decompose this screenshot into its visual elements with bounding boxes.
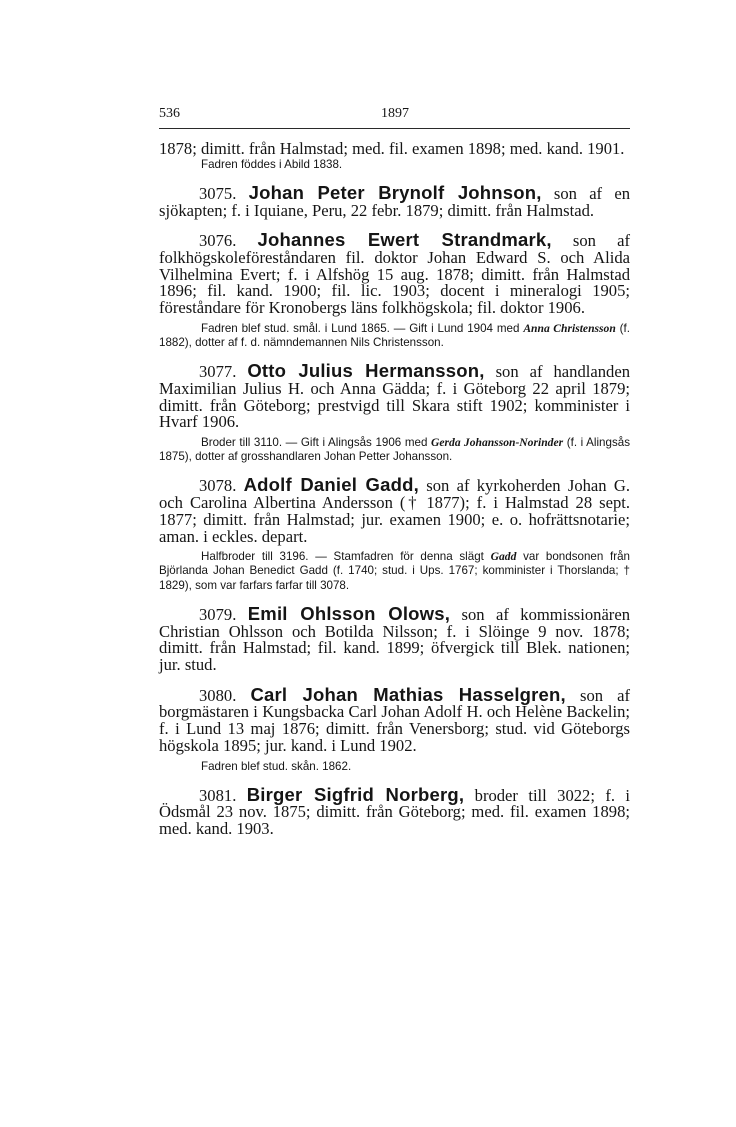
continuation-note: Fadren föddes i Abild 1838. — [201, 157, 343, 171]
entry-number: 3076. — [199, 231, 237, 251]
note-text: (f. 1882), dotter af f. d. nämndemannen Nils Christensson. — [159, 321, 630, 350]
note-text: (f. i Alingsås 1875), dotter af grosshandlaren Johan Petter Johansson. — [159, 436, 630, 464]
entry-paragraph — [159, 602, 630, 674]
entry-text: son af kommissionären Christian Ohlsson och Botilda Nilsson; f. i Slöinge 9 nov. 1878; dimitt. från Halmstad; fil. kand. 1899; öfvergick till Blek. nationen; jur. stud. — [159, 604, 630, 674]
header-year: 1897 — [381, 106, 409, 121]
entry-name: Emil Ohlsson Olows, — [247, 602, 451, 624]
entry-paragraph — [159, 229, 630, 318]
note-spouse-name: Anna Christensson — [523, 321, 616, 335]
entry-name: Otto Julius Hermansson, — [247, 360, 485, 382]
entry-3079 — [159, 602, 630, 674]
note-text: Halfbroder till 3196. — Stamfadren för denna slägt — [201, 550, 484, 564]
entry-text: son af en sjökapten; f. i Iquiane, Peru, 22 febr. 1879; dimitt. från Halmstad. — [159, 183, 630, 220]
entry-number: 3080. — [199, 685, 237, 705]
entry-paragraph — [159, 181, 630, 220]
continuation-paragraph: 1878; dimitt. från Halmstad; med. fil. examen 1898; med. kand. 1901. — [159, 139, 625, 158]
entry-name: Carl Johan Mathias Hasselgren, — [250, 683, 566, 705]
entry-3076 — [159, 229, 630, 350]
text-body — [159, 141, 630, 838]
entry-number: 3078. — [199, 476, 237, 496]
entry-paragraph — [159, 683, 631, 755]
entry-name: Adolf Daniel Gadd, — [243, 474, 419, 496]
entry-note — [159, 550, 630, 593]
entry-number: 3075. — [199, 183, 237, 203]
entry-text: son af folkhögskoleföreståndaren fil. doktor Johan Edward S. och Alida Vilhelmina Evert; f. i Alfshög 15 aug. 1878; dimitt. från Halmstad 1896; fil. kand. 1900; fil. lic. 1903; docent i mineralogi 1905; föreståndare för Kronobergs läns folkhögskola; fil. doktor 1906. — [159, 231, 630, 318]
note-text: Fadren blef stud. smål. i Lund 1865. — Gift i Lund 1904 med — [201, 321, 520, 335]
entry-3077 — [159, 360, 631, 464]
page-number: 536 — [159, 106, 180, 121]
entry-paragraph — [159, 360, 631, 432]
entry-paragraph — [159, 474, 630, 546]
entry-text: broder till 3022; f. i Ödsmål 23 nov. 1875; dimitt. från Göteborg; med. fil. examen 1898; med. kand. 1903. — [159, 785, 630, 839]
entry-paragraph — [159, 783, 630, 839]
note-family-name: Gadd — [490, 550, 517, 564]
entry-note — [159, 760, 630, 774]
entry-note — [159, 436, 630, 464]
note-text: Broder till 3110. — Gift i Alingsås 1906 med — [201, 436, 428, 450]
entry-name: Johannes Ewert Strandmark, — [257, 229, 552, 251]
entry-number: 3077. — [199, 362, 237, 382]
note-text: var bondsonen från Björlanda Johan Benedict Gadd (f. 1740; stud. i Ups. 1767; komminister i Thorslanda; † 1829), som var farfars farfar till 3078. — [159, 550, 630, 592]
note-spouse-name: Gerda Johansson-Norinder — [431, 436, 564, 450]
entry-note — [159, 322, 630, 350]
entry-number: 3081. — [199, 785, 237, 805]
entry-3081 — [159, 783, 630, 839]
entry-text: son af borgmästaren i Kungsbacka Carl Johan Adolf H. och Helène Backelin; f. i Lund 13 maj 1876; dimitt. från Venersborg; stud. vid Göteborgs högskola 1895; jur. kand. i Lund 1902. — [159, 685, 631, 755]
entry-text: son af handlanden Maximilian Julius H. och Anna Gädda; f. i Göteborg 22 april 1879; dimitt. från Göteborg; prestvigd till Skara stift 1902; komminister i Hvarf 1906. — [159, 362, 631, 432]
entry-3078 — [159, 474, 630, 592]
entry-name: Johan Peter Brynolf Johnson, — [248, 181, 542, 203]
entry-name: Birger Sigfrid Norberg, — [246, 783, 465, 805]
running-header — [159, 100, 630, 129]
entry-number: 3079. — [199, 604, 237, 624]
entry-3080 — [159, 683, 631, 774]
entry-text: son af kyrkoherden Johan G. och Carolina Albertina Andersson († 1877); f. i Halmstad 28 sept. 1877; dimitt. från Halmstad; jur. examen 1900; e. o. hofrättsnotarie; aman. i eckles. depart. — [159, 476, 630, 546]
document-page — [159, 100, 630, 838]
note-text: Fadren blef stud. skån. 1862. — [201, 759, 352, 773]
entry-3075 — [159, 181, 630, 220]
